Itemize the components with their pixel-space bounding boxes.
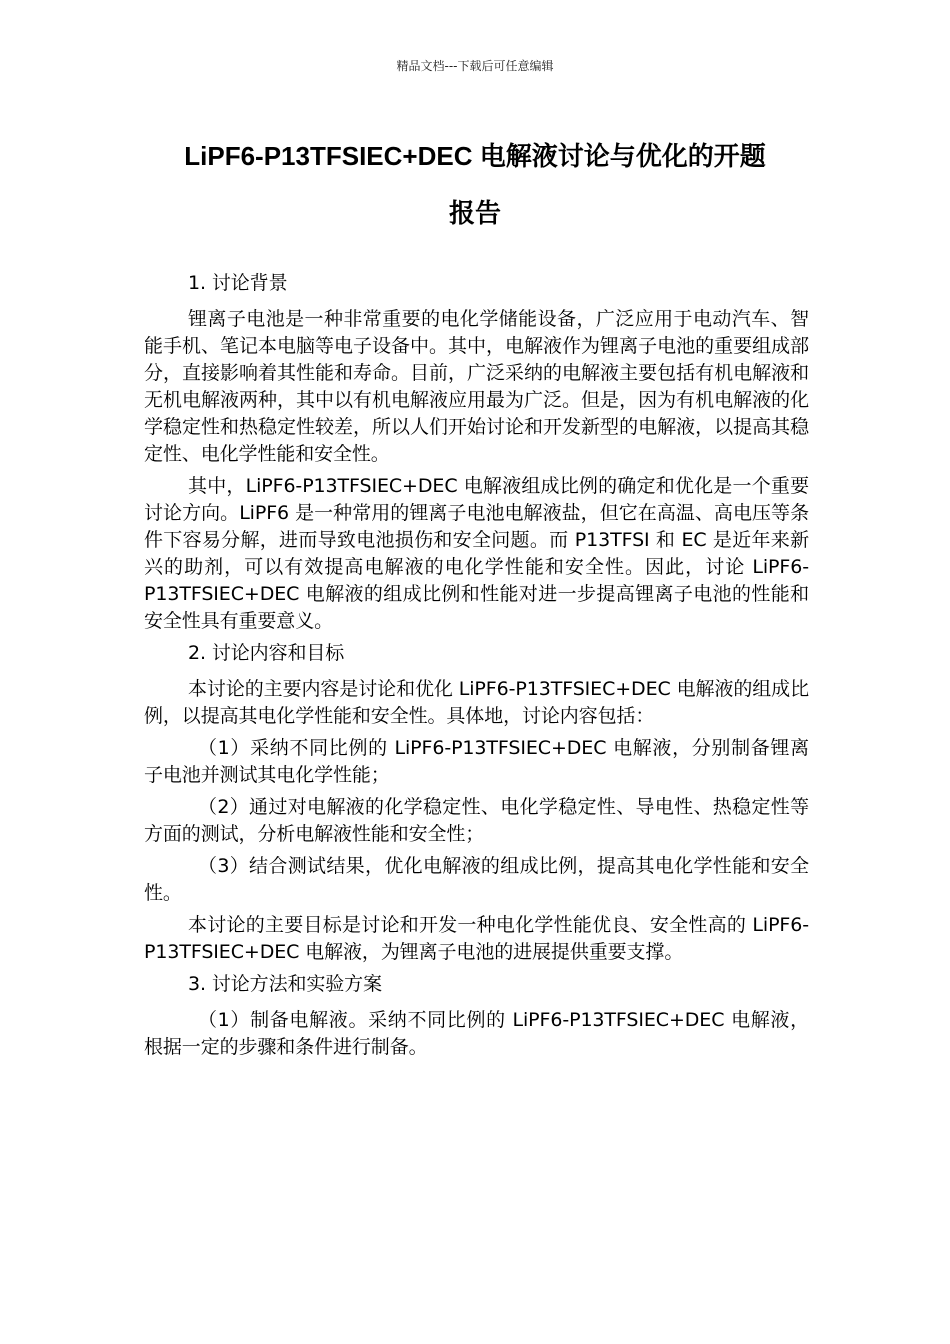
section-heading-content-goals: 2. 讨论内容和目标 <box>188 642 345 664</box>
paragraph: 其中，LiPF6-P13TFSIEC+DEC 电解液组成比例的确定和优化是一个重要讨论方向。LiPF6 是一种常用的锂离子电池电解液盐，但它在高温、高电压等条件下容易分解，进而导致电池损伤和安全问题。而 P13TFSI 和 EC 是近年来新兴的助剂，可以有效提高电解液的电化学性能和安全性。因此，讨论 LiPF6-P13TFSIEC+DEC 电解液的组成比例和性能对进一步提高锂离子电池的性能和安全性具有重要意义。 <box>144 475 809 632</box>
document-body <box>144 270 809 1066</box>
page-header-note: 精品文档---下载后可任意编辑 <box>396 59 554 73</box>
document-title-line-2: 报告 <box>448 198 501 228</box>
list-item: （2）通过对电解液的化学稳定性、电化学稳定性、导电性、热稳定性等方面的测试，分析电解液性能和安全性； <box>144 796 809 845</box>
list-item: （3）结合测试结果，优化电解液的组成比例，提高其电化学性能和安全性。 <box>144 855 809 904</box>
section-heading-methods: 3. 讨论方法和实验方案 <box>188 973 382 995</box>
document-title-line-1: LiPF6-P13TFSIEC+DEC 电解液讨论与优化的开题 <box>184 141 766 171</box>
list-item: （1）制备电解液。采纳不同比例的 LiPF6-P13TFSIEC+DEC 电解液，根据一定的步骤和条件进行制备。 <box>144 1009 809 1058</box>
paragraph: 本讨论的主要内容是讨论和优化 LiPF6-P13TFSIEC+DEC 电解液的组成比例，以提高其电化学性能和安全性。具体地，讨论内容包括： <box>144 678 809 727</box>
list-item: （1）采纳不同比例的 LiPF6-P13TFSIEC+DEC 电解液，分别制备锂离子电池并测试其电化学性能； <box>144 737 809 786</box>
section-heading-background: 1. 讨论背景 <box>188 272 288 294</box>
paragraph: 本讨论的主要目标是讨论和开发一种电化学性能优良、安全性高的 LiPF6-P13TFSIEC+DEC 电解液，为锂离子电池的进展提供重要支撑。 <box>144 914 809 963</box>
paragraph: 锂离子电池是一种非常重要的电化学储能设备，广泛应用于电动汽车、智能手机、笔记本电脑等电子设备中。其中，电解液作为锂离子电池的重要组成部分，直接影响着其性能和寿命。目前，广泛采纳的电解液主要包括有机电解液和无机电解液两种，其中以有机电解液应用最为广泛。但是，因为有机电解液的化学稳定性和热稳定性较差，所以人们开始讨论和开发新型的电解液，以提高其稳定性、电化学性能和安全性。 <box>144 308 809 465</box>
